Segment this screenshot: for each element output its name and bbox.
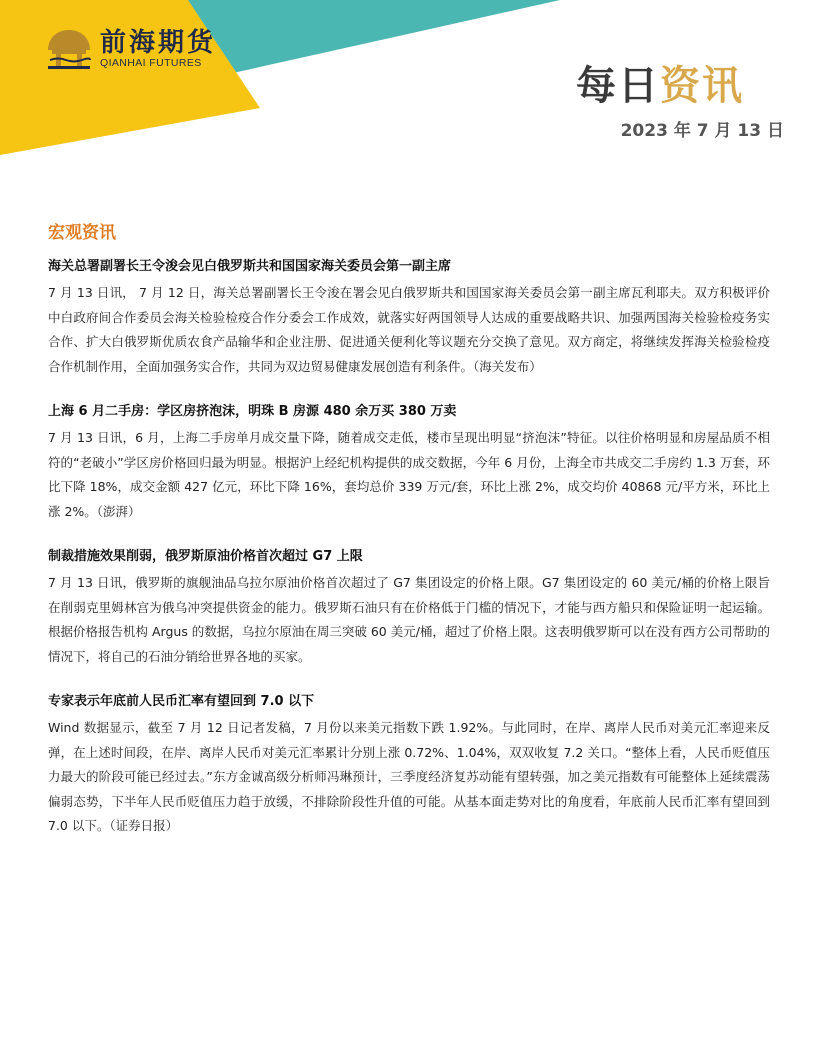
article-russian-oil [48, 546, 770, 669]
article-body: Wind 数据显示，截至 7 月 12 日记者发稿，7 月份以来美元指数下跌 1.92%。与此同时，在岸、离岸人民币对美元汇率迎来反弹，在上述时间段，在岸、离岸人民币对美元汇率累计分别上涨 0.72%、1.04%，双双收复 7.2 关口。“整体上看，人民币贬值压力最大的阶段可能已经过去。”东方金诚高级分析师冯琳预计，三季度经济复苏动能有望转强，加之美元指数有可能整体上延续震荡偏弱态势，下半年人民币贬值压力趋于放缓，不排除阶段性升值的可能。从基本面走势对比的角度看，年底前人民币汇率有望回到 7.0 以下。（证券日报） [48, 720, 770, 833]
logo-english-name: QIANHAI FUTURES [100, 57, 202, 69]
logo [44, 26, 216, 72]
article-body: 7 月 13 日讯， 7 月 12 日，海关总署副署长王令浚在署会见白俄罗斯共和国国家海关委员会第一副主席瓦利耶夫。双方积极评价中白政府间合作委员会海关检验检疫合作分委会工作成效，就落实好两国领导人达成的重要战略共识、加强两国海关检验检疫务实合作、扩大白俄罗斯优质农食产品输华和企业注册、促进通关便利化等议题充分交换了意见。双方商定，将继续发挥海关检验检疫合作机制作用，全面加强务实合作，共同为双边贸易健康发展创造有利条件。（海关发布） [48, 285, 770, 374]
section-title: 宏观资讯 [48, 223, 116, 243]
article-shanghai-housing [48, 401, 770, 524]
article-headline: 专家表示年底前人民币汇率有望回到 7.0 以下 [48, 694, 315, 709]
article-headline: 上海 6 月二手房：学区房挤泡沫，明珠 B 房源 480 余万买 380 万卖 [48, 404, 457, 419]
article-body: 7 月 13 日讯，6 月，上海二手房单月成交量下降，随着成交走低，楼市呈现出明显“挤泡沫”特征。以往价格明显和房屋品质不相符的“老破小”学区房价格回归最为明显。根据沪上经纪机构提供的成交数据，今年 6 月份，上海全市共成交二手房约 1.3 万套，环比下降 18%，成交金额 427 亿元，环比下降 16%，套均总价 339 万元/套，环比上涨 2%，成交均价 40868 元/平方米，环比上涨 2%。（澎湃） [48, 430, 770, 519]
macro-news-section [48, 222, 770, 861]
article-customs-meeting [48, 256, 770, 379]
logo-mark-icon [44, 26, 94, 72]
article-headline: 制裁措施效果削弱，俄罗斯原油价格首次超过 G7 上限 [48, 549, 363, 564]
article-body: 7 月 13 日讯，俄罗斯的旗舰油品乌拉尔原油价格首次超过了 G7 集团设定的价格上限。G7 集团设定的 60 美元/桶的价格上限旨在削弱克里姆林宫为俄乌冲突提供资金的能力。俄罗斯石油只有在价格低于门槛的情况下，才能与西方船只和保险证明一起运输。根据价格报告机构 Argus 的数据，乌拉尔原油在周三突破 60 美元/桶，超过了价格上限。这表明俄罗斯可以在没有西方公司帮助的情况下，将自己的石油分销给世界各地的买家。 [48, 575, 770, 664]
publish-date: 2023 年 7 月 13 日 [620, 121, 784, 141]
article-rmb-exchange-rate [48, 691, 770, 839]
page-title-part2: 资讯 [660, 63, 744, 109]
page-title-part1: 每日 [576, 63, 660, 109]
logo-chinese-name: 前海期货 [100, 28, 217, 58]
page-title [576, 54, 744, 111]
article-headline: 海关总署副署长王令浚会见白俄罗斯共和国国家海关委员会第一副主席 [48, 259, 452, 274]
